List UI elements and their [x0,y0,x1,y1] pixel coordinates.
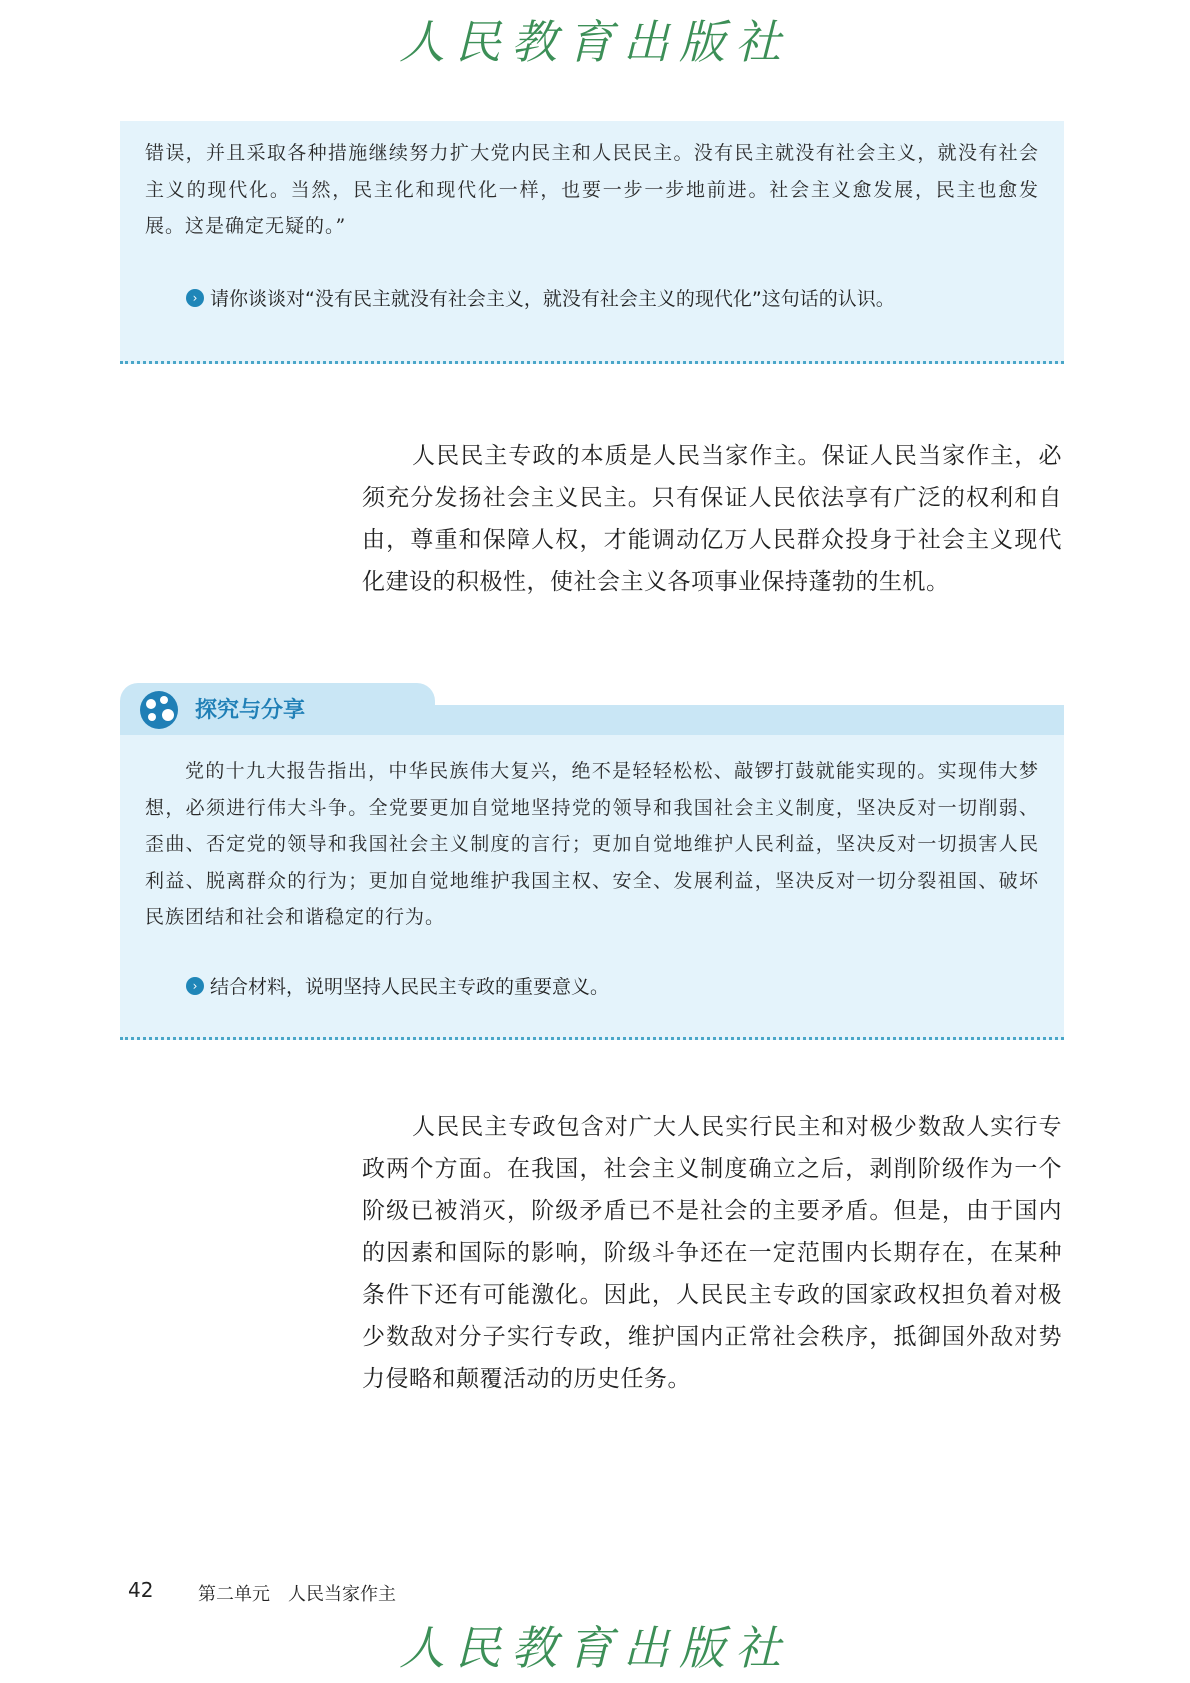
quote-box [120,121,1064,364]
molecule-icon [140,691,178,729]
body-paragraph-2: 人民民主专政包含对广大人民实行民主和对极少数敌人实行专政两个方面。在我国，社会主义制度确立之后，剥削阶级作为一个阶级已被消灭，阶级矛盾已不是社会的主要矛盾。但是，由于国内的因素和国际的影响，阶级斗争还在一定范围内长期存在，在某种条件下还有可能激化。因此，人民民主专政的国家政权担负着对极少数敌对分子实行专政，维护国内正常社会秩序，抵御国外敌对势力侵略和颠覆活动的历史任务。 [362,1114,1062,1392]
publisher-logo-bottom: 人民教育出版社 [399,1621,791,1675]
chevron-right-icon: › [186,289,204,307]
unit-title: 第二单元 人民当家作主 [198,1584,396,1605]
body-paragraph-1: 人民民主专政的本质是人民当家作主。保证人民当家作主，必须充分发扬社会主义民主。只有保证人民依法享有广泛的权利和自由，尊重和保障人权，才能调动亿万人民群众投身于社会主义现代化建设的积极性，使社会主义各项事业保持蓬勃的生机。 [362,443,1062,595]
discussion-question [186,284,1044,311]
discussion-question-text: 请你谈谈对“没有民主就没有社会主义，就没有社会主义的现代化”这句话的认识。 [210,288,895,310]
quote-text: 错误，并且采取各种措施继续努力扩大党内民主和人民民主。没有民主就没有社会主义，就没有社会主义的现代化。当然，民主化和现代化一样，也要一步一步地前进。社会主义愈发展，民主也愈发展。这是确定无疑的。” [145,142,1039,237]
explore-box [120,735,1064,1040]
page-number: 42 [128,1578,154,1602]
explore-share-title: 探究与分享 [195,698,306,723]
chevron-right-icon: › [186,977,204,995]
explore-text: 党的十九大报告指出，中华民族伟大复兴，绝不是轻轻松松、敲锣打鼓就能实现的。实现伟大梦想，必须进行伟大斗争。全党要更加自觉地坚持党的领导和我国社会主义制度，坚决反对一切削弱、歪曲、否定党的领导和我国社会主义制度的言行；更加自觉地维护人民利益，坚决反对一切损害人民利益、脱离群众的行为；更加自觉地维护我国主权、安全、发展利益，坚决反对一切分裂祖国、破坏民族团结和社会和谐稳定的行为。 [145,760,1039,928]
explore-question-text: 结合材料，说明坚持人民民主专政的重要意义。 [210,976,610,998]
explore-share-header [120,683,1064,735]
explore-header-bar [420,705,1064,735]
publisher-logo-top: 人民教育出版社 [399,15,791,69]
explore-question [186,972,1044,999]
